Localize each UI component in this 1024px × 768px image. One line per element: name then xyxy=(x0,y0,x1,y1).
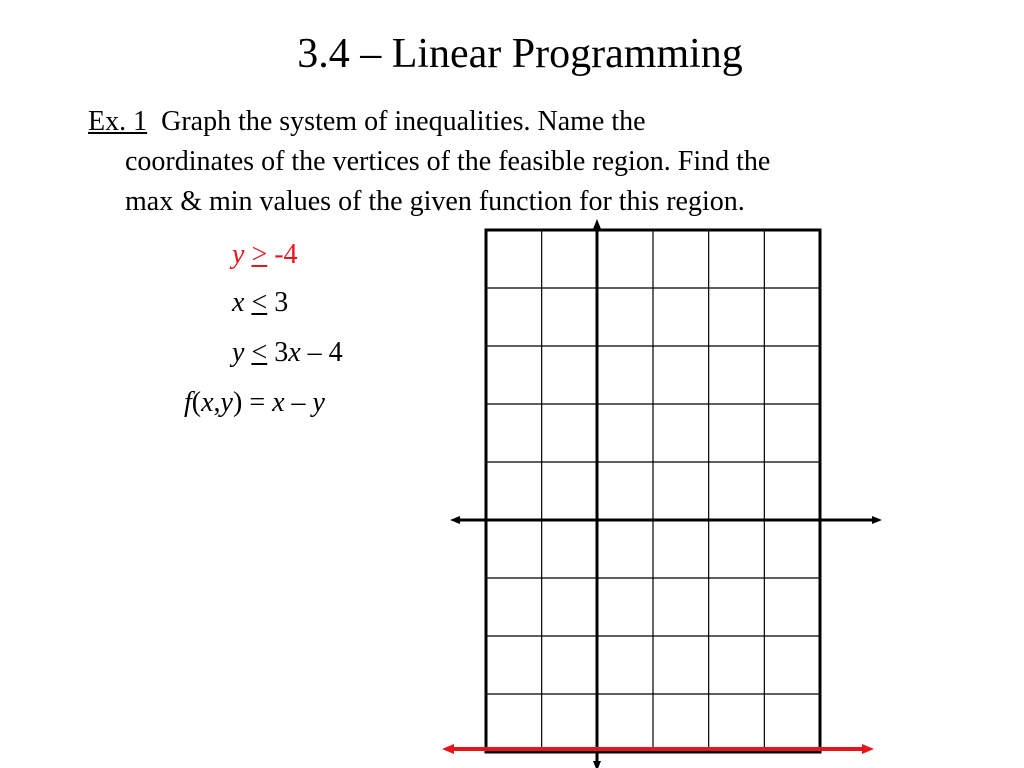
ineq3-lhs: y xyxy=(232,337,245,368)
ineq3-rhs-var: x xyxy=(288,337,301,368)
ineq3-op: < xyxy=(251,337,268,368)
obj-minus: – xyxy=(284,387,313,418)
obj-x: x xyxy=(201,387,214,418)
grid-cells xyxy=(486,230,820,752)
obj-y2: y xyxy=(312,387,325,418)
problem-line-3: max & min values of the given function for this region. xyxy=(125,186,745,217)
ineq3-rhs-coef: 3 xyxy=(274,337,289,368)
ineq1-rhs: -4 xyxy=(274,239,298,270)
ineq2-op: < xyxy=(251,287,268,318)
obj-x2: x xyxy=(272,387,285,418)
example-label: Ex. 1 xyxy=(88,106,148,137)
obj-y: y xyxy=(220,387,233,418)
problem-line-2: coordinates of the vertices of the feasible region. Find the xyxy=(125,146,771,177)
ineq3-rhs-const: – 4 xyxy=(307,337,343,368)
obj-f: f xyxy=(184,387,192,418)
obj-paren-open: ( xyxy=(191,387,202,418)
ineq1-op: > xyxy=(251,239,268,270)
problem-text-1: Graph the system of inequalities. Name the xyxy=(161,106,646,137)
obj-paren-close: ) xyxy=(232,387,243,418)
obj-comma: , xyxy=(213,387,221,418)
ineq2-rhs: 3 xyxy=(274,287,289,318)
slide-title: 3.4 – Linear Programming xyxy=(297,31,743,77)
obj-equals: = xyxy=(242,387,273,418)
ineq2-lhs: x xyxy=(232,287,245,318)
ineq1-lhs: y xyxy=(232,239,245,270)
